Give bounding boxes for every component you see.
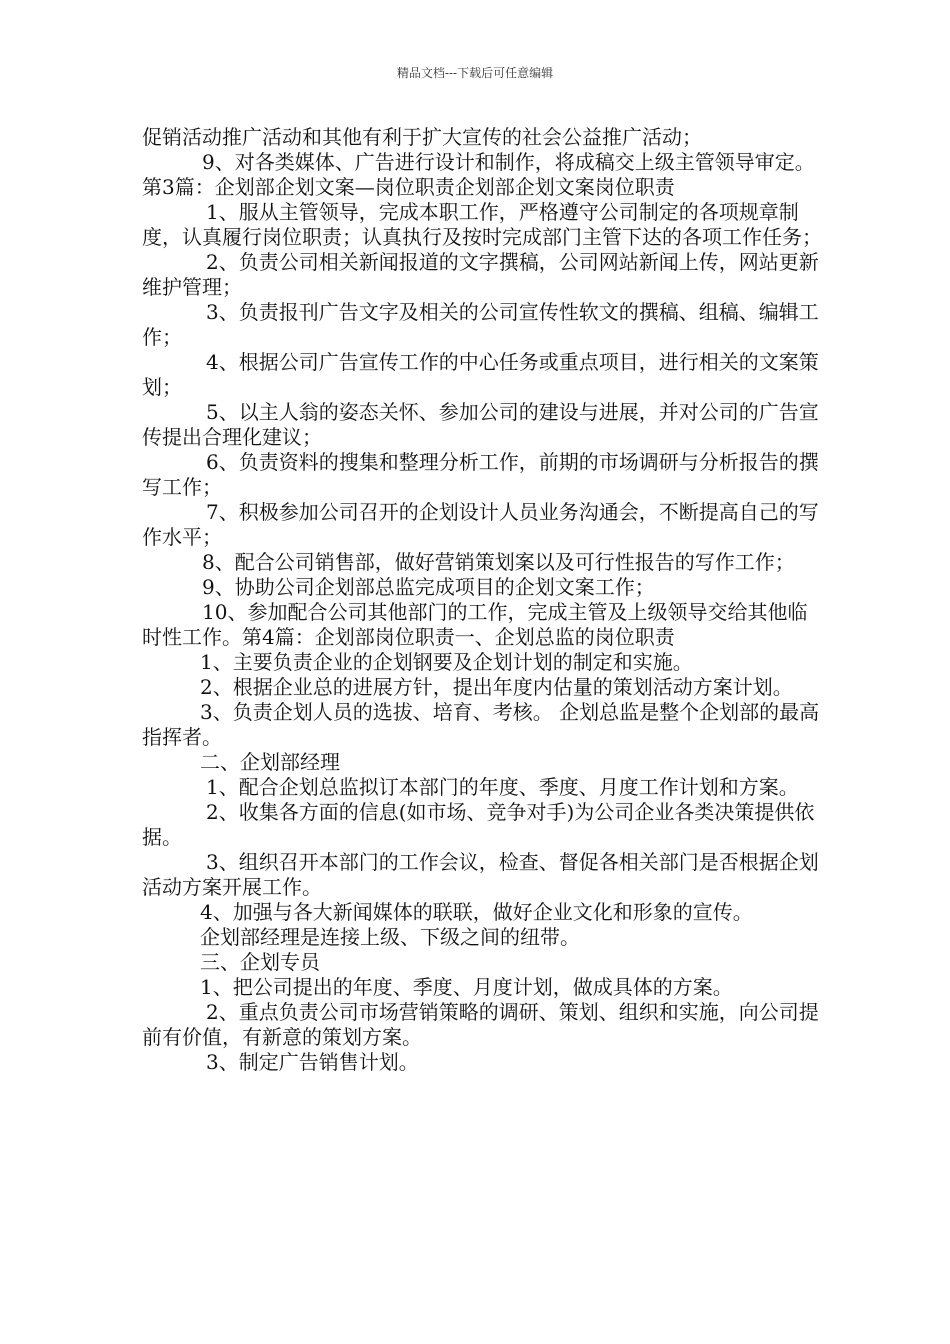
- paragraph: 3、制定广告销售计划。: [206, 1050, 419, 1074]
- paragraph: 9、协助公司企划部总监完成项目的企划文案工作；: [202, 575, 655, 599]
- paragraph: 1、把公司提出的年度、季度、月度计划，做成具体的方案。: [200, 975, 733, 999]
- document-body: [142, 125, 822, 1075]
- paragraph: 7、积极参加公司召开的企划设计人员业务沟通会，不断提高自己的写作水平；: [142, 500, 819, 549]
- section-heading: 三、企划专员: [200, 950, 320, 974]
- paragraph: 9、对各类媒体、广告进行设计和制作，将成稿交上级主管领导审定。第3篇：企划部企划文案—岗位职责企划部企划文案岗位职责: [142, 150, 815, 199]
- paragraph: 3、负责报刊广告文字及相关的公司宣传性软文的撰稿、组稿、编辑工作；: [142, 300, 819, 349]
- paragraph: 4、加强与各大新闻媒体的联联，做好企业文化和形象的宣传。: [200, 900, 753, 924]
- paragraph: 1、配合企划总监拟订本部门的年度、季度、月度工作计划和方案。: [206, 775, 799, 799]
- paragraph: 8、配合公司销售部，做好营销策划案以及可行性报告的写作工作；: [202, 550, 795, 574]
- page-header: 精品文档---下载后可任意编辑: [396, 66, 554, 80]
- paragraph: 3、负责企划人员的选拔、培育、考核。 企划总监是整个企划部的最高指挥者。: [142, 700, 820, 749]
- paragraph: 1、服从主管领导，完成本职工作，严格遵守公司制定的各项规章制度，认真履行岗位职责；认真执行及按时完成部门主管下达的各项工作任务；: [142, 200, 822, 249]
- paragraph: 2、根据企业总的进展方针，提出年度内估量的策划活动方案计划。: [200, 675, 793, 699]
- paragraph: 企划部经理是连接上级、下级之间的纽带。: [200, 925, 580, 949]
- section-heading: 二、企划部经理: [200, 750, 340, 774]
- paragraph: 2、重点负责公司市场营销策略的调研、策划、组织和实施，向公司提前有价值，有新意的策划方案。: [142, 1000, 819, 1049]
- paragraph: 3、组织召开本部门的工作会议，检查、督促各相关部门是否根据企划活动方案开展工作。: [142, 850, 819, 899]
- paragraph: 6、负责资料的搜集和整理分析工作，前期的市场调研与分析报告的撰写工作；: [142, 450, 819, 499]
- paragraph: 1、主要负责企业的企划钢要及企划计划的制定和实施。: [200, 650, 693, 674]
- paragraph: 10、参加配合公司其他部门的工作，完成主管及上级领导交给其他临时性工作。第4篇：企划部岗位职责一、企划总监的岗位职责: [142, 600, 808, 649]
- paragraph: 2、收集各方面的信息(如市场、竞争对手)为公司企业各类决策提供依据。: [142, 800, 815, 849]
- paragraph: 2、负责公司相关新闻报道的文字撰稿，公司网站新闻上传，网站更新维护管理；: [142, 250, 819, 299]
- paragraph: 促销活动推广活动和其他有利于扩大宣传的社会公益推广活动；: [142, 125, 702, 149]
- paragraph: 4、根据公司广告宣传工作的中心任务或重点项目，进行相关的文案策划；: [142, 350, 819, 399]
- paragraph: 5、以主人翁的姿态关怀、参加公司的建设与进展，并对公司的广告宣传提出合理化建议；: [142, 400, 819, 449]
